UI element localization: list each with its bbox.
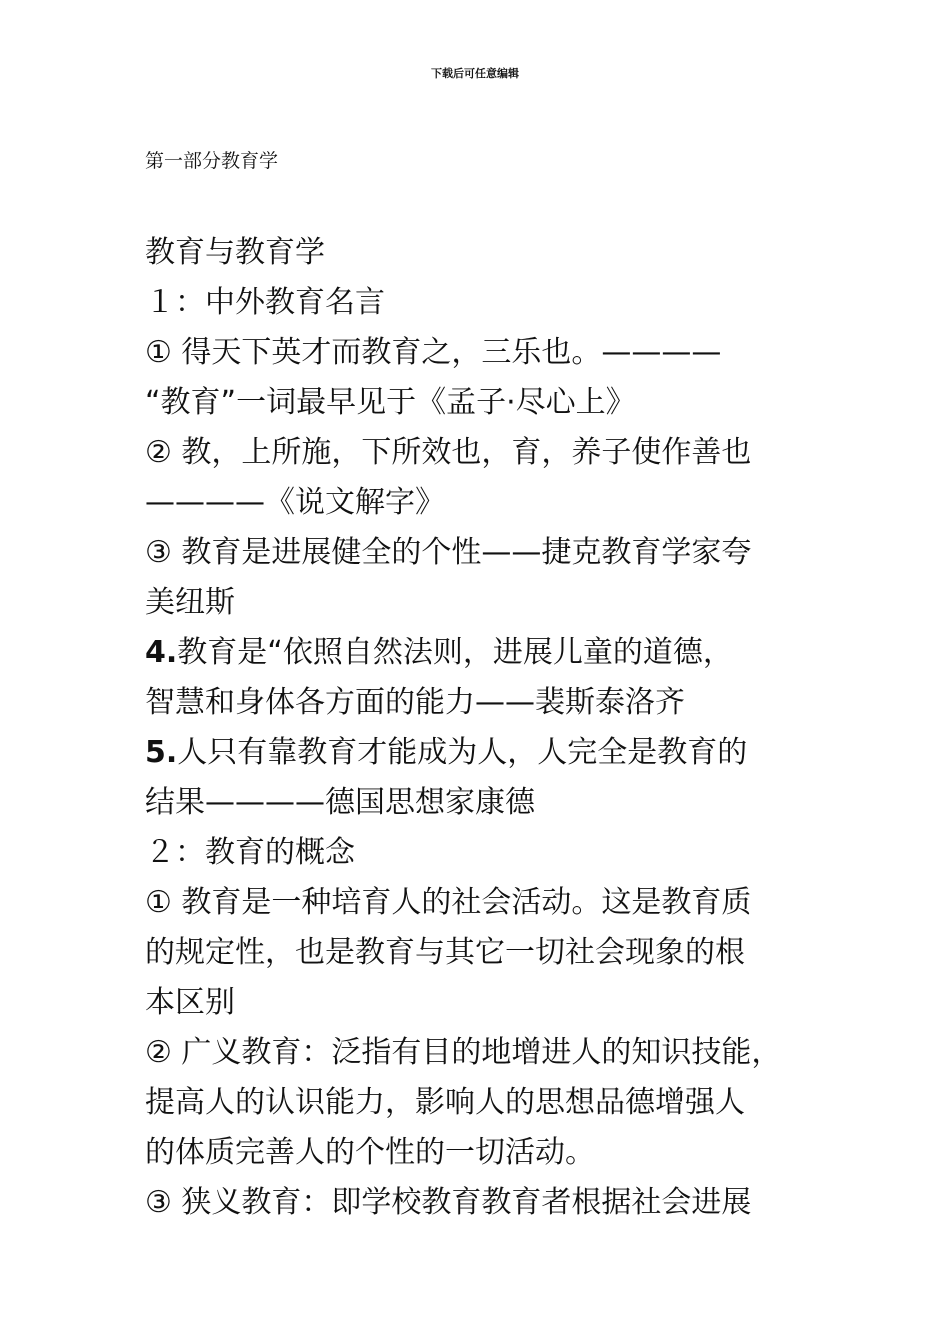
page-header-note: 下载后可任意编辑 bbox=[431, 67, 519, 80]
line-text: 的体质完善人的个性的一切活动。 bbox=[145, 1135, 595, 1170]
text-line bbox=[145, 628, 825, 678]
text-line bbox=[145, 328, 825, 378]
text-line bbox=[145, 578, 825, 628]
line-text: ② 广义教育：泛指有目的地增进人的知识技能， bbox=[145, 1035, 782, 1070]
text-line bbox=[145, 728, 825, 778]
text-line bbox=[145, 528, 825, 578]
line-text: 的规定性，也是教育与其它一切社会现象的根 bbox=[145, 935, 745, 970]
line-text: ① 教育是一种培育人的社会活动。这是教育质 bbox=[145, 885, 752, 920]
text-line bbox=[145, 428, 825, 478]
subheading-concept-of-education bbox=[145, 828, 825, 878]
item-number: 5. bbox=[145, 735, 178, 770]
text-line bbox=[145, 1178, 825, 1228]
line-text: ② 教，上所施，下所效也，育，养子使作善也 bbox=[145, 435, 752, 470]
text-line bbox=[145, 678, 825, 728]
subheading-famous-quotes bbox=[145, 278, 825, 328]
heading-education-and-pedagogy bbox=[145, 228, 825, 278]
line-text: 智慧和身体各方面的能力——裴斯泰洛齐 bbox=[145, 685, 685, 720]
line-text: 教育与教育学 bbox=[145, 235, 325, 270]
section-label: 第一部分教育学 bbox=[145, 150, 279, 172]
line-text: 美纽斯 bbox=[145, 585, 235, 620]
text-line bbox=[145, 978, 825, 1028]
line-text: １：中外教育名言 bbox=[145, 285, 385, 320]
item-number: 4. bbox=[145, 635, 178, 670]
document-body bbox=[145, 228, 825, 1228]
line-text: 结果————德国思想家康德 bbox=[145, 785, 535, 820]
line-text: 教育是“依照自然法则，进展儿童的道德， bbox=[177, 635, 733, 670]
text-line bbox=[145, 878, 825, 928]
line-text: ① 得天下英才而教育之，三乐也。———— bbox=[145, 335, 722, 370]
line-text: 本区别 bbox=[145, 985, 235, 1020]
line-text: 提高人的认识能力，影响人的思想品德增强人 bbox=[145, 1085, 745, 1120]
line-text: ③ 狭义教育：即学校教育教育者根据社会进展 bbox=[145, 1185, 752, 1220]
text-line bbox=[145, 378, 825, 428]
text-line bbox=[145, 928, 825, 978]
line-text: ２：教育的概念 bbox=[145, 835, 355, 870]
line-text: “教育”一词最早见于《孟子·尽心上》 bbox=[145, 385, 636, 420]
line-text: 人只有靠教育才能成为人，人完全是教育的 bbox=[177, 735, 748, 770]
line-text: ————《说文解字》 bbox=[145, 485, 445, 520]
text-line bbox=[145, 1078, 825, 1128]
text-line bbox=[145, 778, 825, 828]
text-line bbox=[145, 1128, 825, 1178]
text-line bbox=[145, 1028, 825, 1078]
text-line bbox=[145, 478, 825, 528]
line-text: ③ 教育是进展健全的个性——捷克教育学家夸 bbox=[145, 535, 752, 570]
